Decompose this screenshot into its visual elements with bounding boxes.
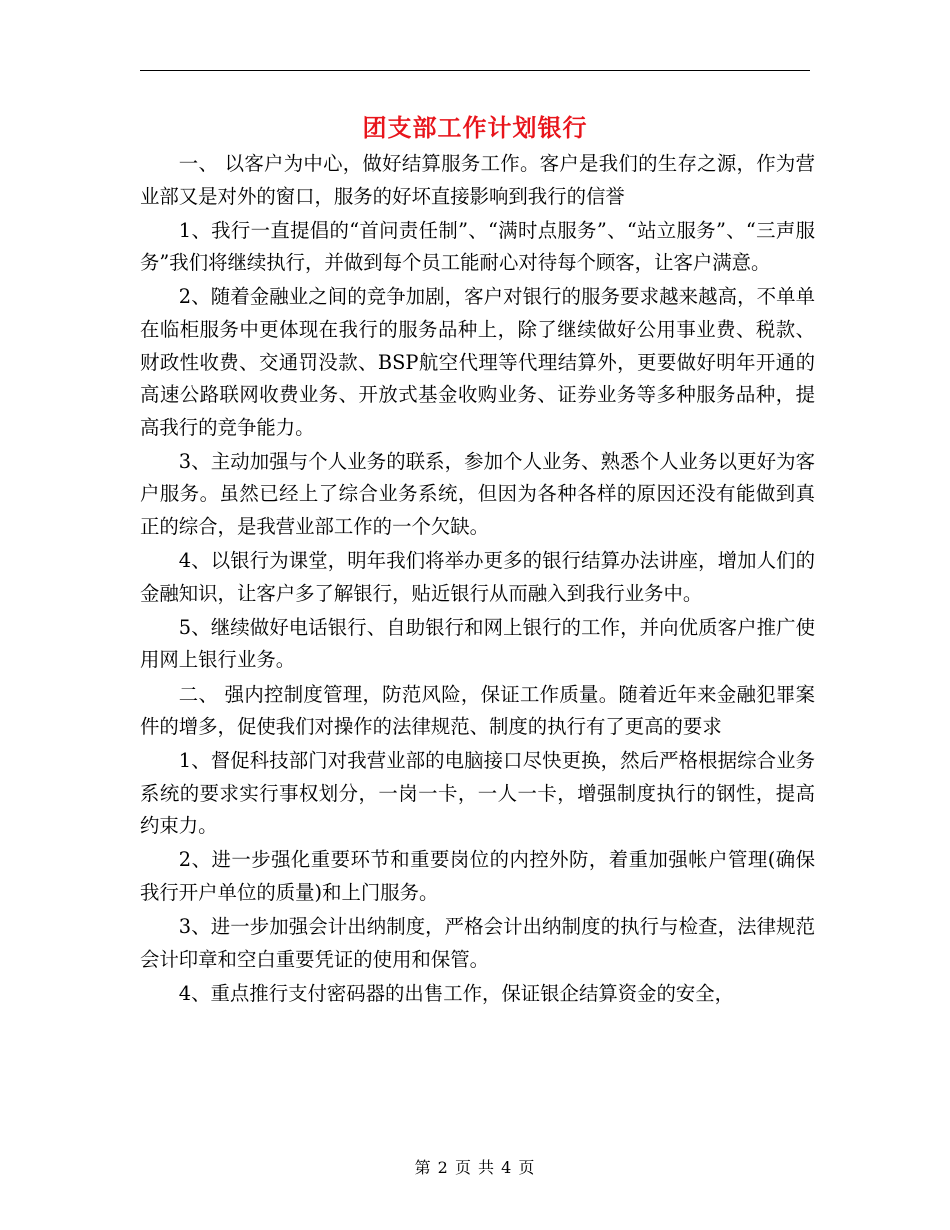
paragraph: 4、以银行为课堂，明年我们将举办更多的银行结算办法讲座，增加人们的金融知识，让客户多了解银行，贴近银行从而融入到我行业务中。	[140, 549, 815, 605]
paragraph: 5、继续做好电话银行、自助银行和网上银行的工作，并向优质客户推广使用网上银行业务。	[140, 615, 815, 672]
paragraph: 二、 强内控制度管理，防范风险，保证工作质量。随着近年来金融犯罪案件的增多，促使我们对操作的法律规范、制度的执行有了更高的要求	[140, 682, 815, 739]
paragraph: 一、 以客户为中心，做好结算服务工作。客户是我们的生存之源，作为营业部又是对外的窗口，服务的好坏直接影响到我行的信誉	[140, 152, 815, 208]
paragraph: 1、我行一直提倡的“首问责任制”、“满时点服务”、“站立服务”、“三声服务”我们将继续执行，并做到每个员工能耐心对待每个顾客，让客户满意。	[140, 218, 815, 275]
document-body	[140, 148, 815, 1012]
page-number: 第 2 页 共 4 页	[414, 1158, 536, 1177]
page-title: 团支部工作计划银行	[362, 113, 588, 142]
paragraph: 3、主动加强与个人业务的联系，参加个人业务、熟悉个人业务以更好为客户服务。虽然已经上了综合业务系统，但因为各种各样的原因还没有能做到真正的综合，是我营业部工作的一个欠缺。	[140, 449, 815, 539]
paragraph: 4、重点推行支付密码器的出售工作，保证银企结算资金的安全，	[178, 981, 735, 1005]
paragraph: 2、随着金融业之间的竞争加剧，客户对银行的服务要求越来越高，不单单在临柜服务中更体现在我行的服务品种上，除了继续做好公用事业费、税款、财政性收费、交通罚没款、BSP航空代理等代理结算外，更要做好明年开通的高速公路联网收费业务、开放式基金收购业务、证券业务等多种服务品种，提高我行的竞争能力。	[140, 285, 815, 439]
paragraph: 3、进一步加强会计出纳制度，严格会计出纳制度的执行与检查，法律规范会计印章和空白重要凭证的使用和保管。	[140, 915, 815, 971]
header-rule	[140, 70, 810, 71]
paragraph: 1、督促科技部门对我营业部的电脑接口尽快更换，然后严格根据综合业务系统的要求实行事权划分，一岗一卡，一人一卡，增强制度执行的钢性，提高约束力。	[140, 749, 815, 838]
paragraph: 2、进一步强化重要环节和重要岗位的内控外防，着重加强帐户管理(确保我行开户单位的质量)和上门服务。	[140, 848, 815, 905]
